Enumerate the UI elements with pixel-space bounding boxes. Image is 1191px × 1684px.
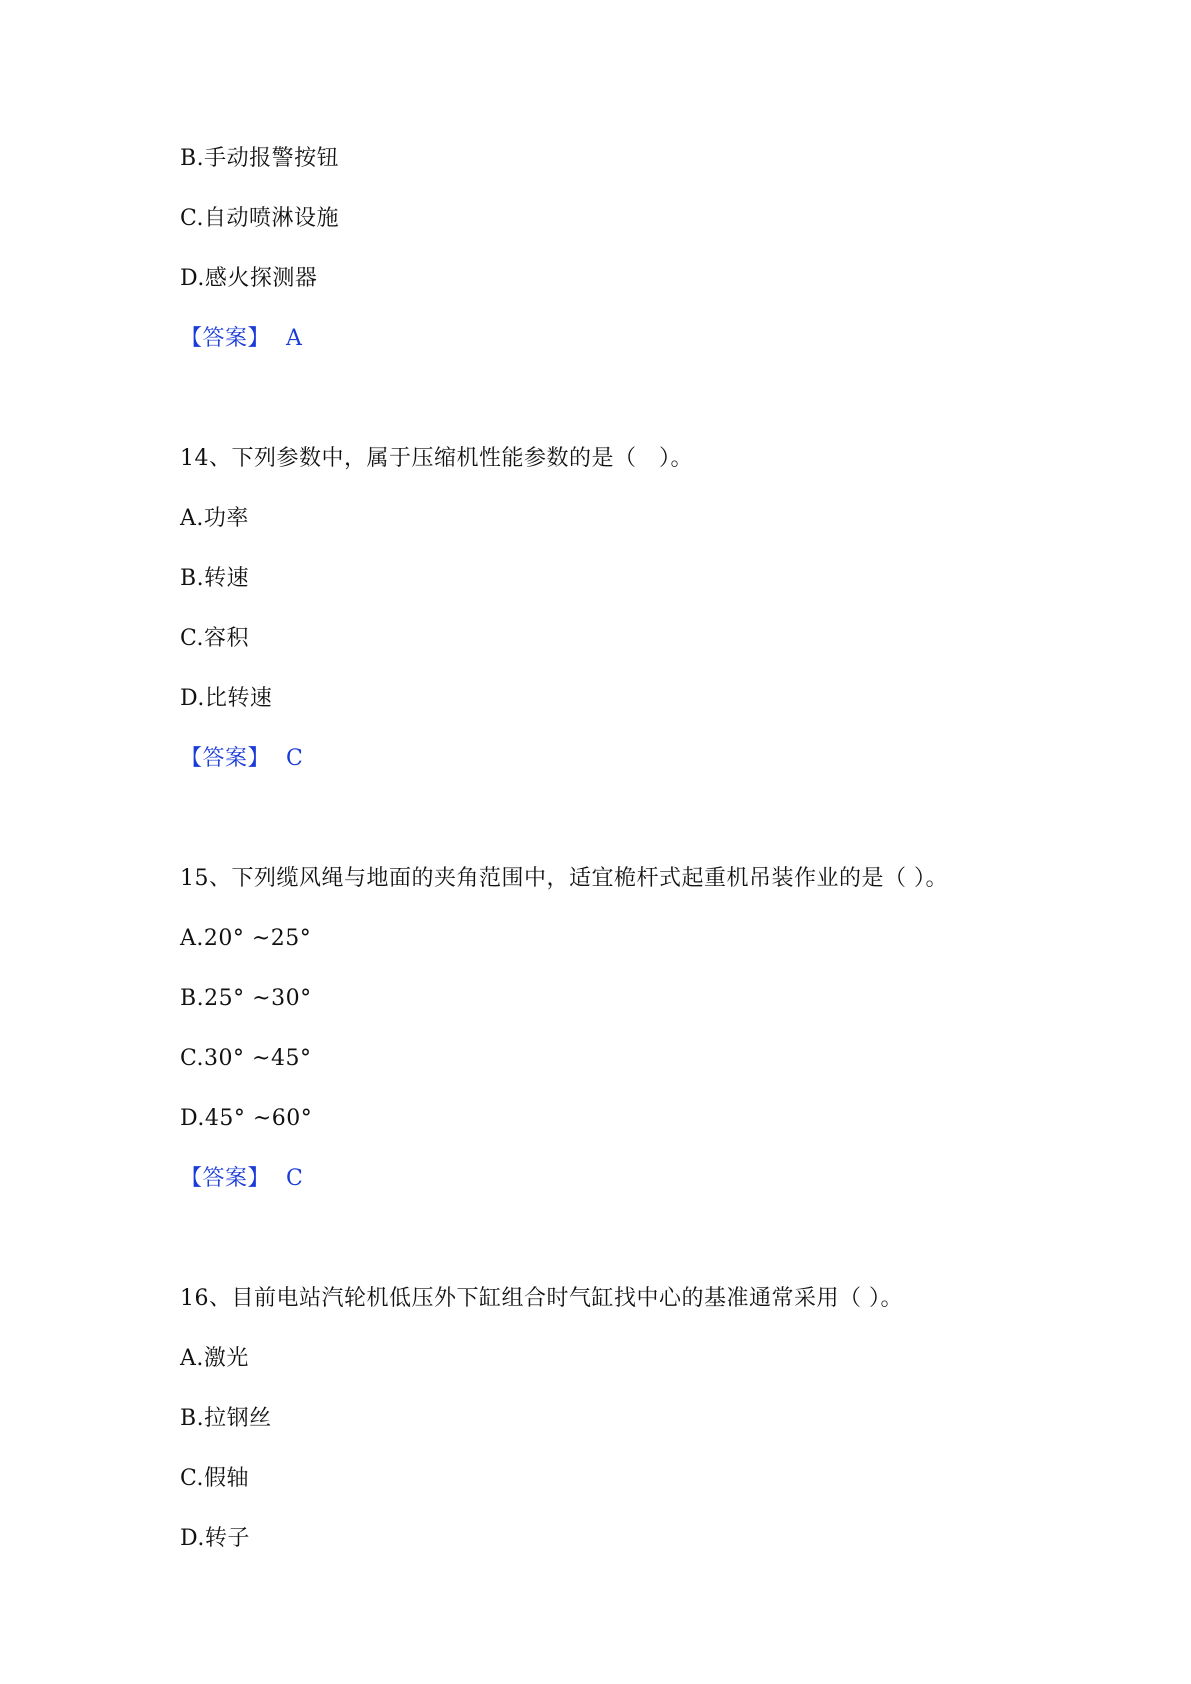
q14-option-a: A.功率 — [180, 506, 249, 531]
q15-option-b: B.25° ~30° — [180, 986, 312, 1011]
q13-option-c: C.自动喷淋设施 — [180, 206, 340, 231]
q13-option-d: D.感火探测器 — [180, 266, 318, 291]
answer-label: 【答案】 — [180, 746, 271, 771]
q16-stem: 16、目前电站汽轮机低压外下缸组合时气缸找中心的基准通常采用（ ）。 — [180, 1286, 903, 1311]
q16-option-d: D.转子 — [180, 1526, 250, 1551]
answer-value: A — [286, 326, 303, 351]
q14-answer — [180, 744, 303, 774]
q14-stem: 14、下列参数中，属于压缩机性能参数的是（ ）。 — [180, 446, 693, 471]
q14-option-c: C.容积 — [180, 626, 250, 651]
q16-option-c: C.假轴 — [180, 1466, 250, 1491]
answer-label: 【答案】 — [180, 326, 271, 351]
q13-answer — [180, 324, 302, 354]
q15-option-c: C.30° ~45° — [180, 1046, 312, 1071]
q16-option-b: B.拉钢丝 — [180, 1406, 272, 1431]
q16-option-a: A.激光 — [180, 1346, 249, 1371]
q13-option-b: B.手动报警按钮 — [180, 146, 340, 171]
q15-answer — [180, 1164, 303, 1194]
q15-stem: 15、下列缆风绳与地面的夹角范围中，适宜桅杆式起重机吊装作业的是（ ）。 — [180, 866, 948, 891]
answer-value: C — [286, 1166, 304, 1191]
answer-value: C — [286, 746, 304, 771]
q15-option-d: D.45° ~60° — [180, 1106, 313, 1131]
answer-label: 【答案】 — [180, 1166, 271, 1191]
q14-option-d: D.比转速 — [180, 686, 273, 711]
q14-option-b: B.转速 — [180, 566, 250, 591]
q15-option-a: A.20° ~25° — [180, 926, 312, 951]
